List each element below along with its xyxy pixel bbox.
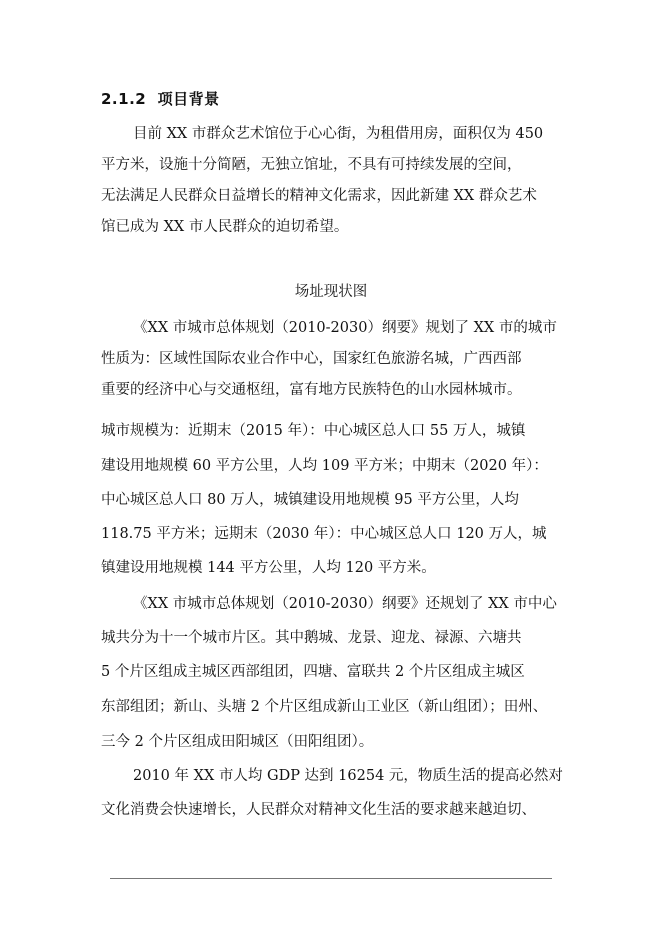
paragraph-3-line-2: 城共分为十一个城市片区。其中鹅城、龙景、迎龙、禄源、六塘共 [101,630,522,646]
paragraph-2-line-6: 中心城区总人口 80 万人，城镇建设用地规模 95 平方公里，人均 [101,492,519,508]
paragraph-2-line-3: 重要的经济中心与交通枢纽，富有地方民族特色的山水园林城市。 [101,382,522,398]
paragraph-4-line-2: 文化消费会快速增长，人民群众对精神文化生活的要求越来越迫切、 [101,802,536,818]
footer-divider [110,878,552,879]
paragraph-2-line-5: 建设用地规模 60 平方公里，人均 109 平方米；中期末（2020 年）： [101,458,548,474]
paragraph-3-line-3: 5 个片区组成主城区西部组团，四塘、富联共 2 个片区组成主城区 [101,664,525,680]
paragraph-1-line-4: 馆已成为 XX 市人民群众的迫切希望。 [101,219,349,235]
paragraph-1-line-3: 无法满足人民群众日益增长的精神文化需求，因此新建 XX 群众艺术 [101,188,537,204]
paragraph-3-line-4: 东部组团；新山、头塘 2 个片区组成新山工业区（新山组团）；田州、 [101,699,548,715]
section-number: 2.1.2 [101,90,147,108]
section-heading [101,88,220,109]
paragraph-2-line-7: 118.75 平方米；远期末（2030 年）：中心城区总人口 120 万人，城 [101,526,547,542]
paragraph-3-line-5: 三今 2 个片区组成田阳城区（田阳组团）。 [101,734,374,750]
paragraph-2-line-2: 性质为：区域性国际农业合作中心，国家红色旅游名城，广西西部 [101,351,522,367]
paragraph-4-line-1: 2010 年 XX 市人均 GDP 达到 16254 元，物质生活的提高必然对 [133,768,563,784]
section-title: 项目背景 [157,90,220,108]
figure-caption: 场址现状图 [294,284,368,300]
paragraph-2-line-8: 镇建设用地规模 144 平方公里，人均 120 平方米。 [101,560,436,576]
paragraph-1-line-1: 目前 XX 市群众艺术馆位于心心街，为租借用房，面积仅为 450 [133,126,544,142]
paragraph-1-line-2: 平方米，设施十分简陋，无独立馆址，不具有可持续发展的空间， [101,157,522,173]
paragraph-2-line-1: 《XX 市城市总体规划（2010-2030）纲要》规划了 XX 市的城市 [133,320,557,336]
paragraph-2-line-4: 城市规模为：近期末（2015 年）：中心城区总人口 55 万人，城镇 [101,423,526,439]
paragraph-3-line-1: 《XX 市城市总体规划（2010-2030）纲要》还规划了 XX 市中心 [133,596,557,612]
